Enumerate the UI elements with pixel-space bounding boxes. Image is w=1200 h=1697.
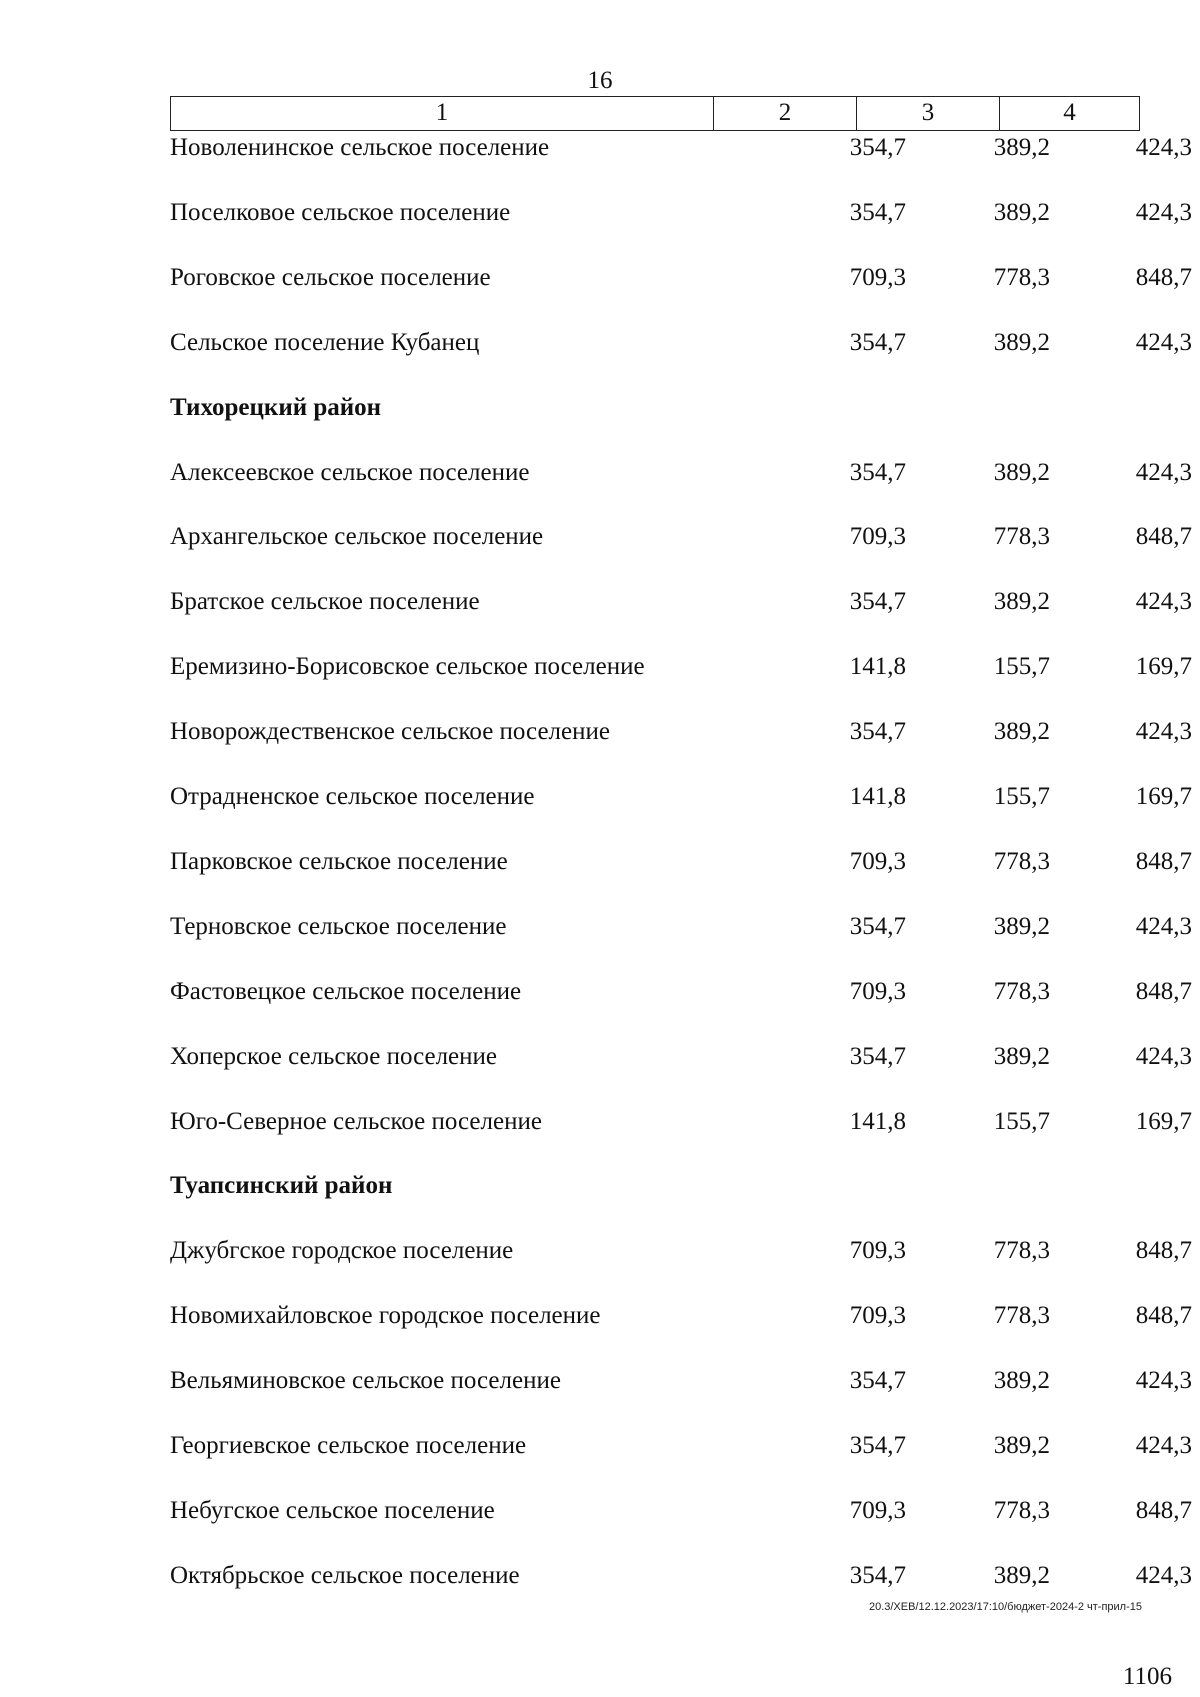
table-row <box>170 907 1192 947</box>
value-col-2: 709,3 <box>849 523 906 551</box>
header-col-1: 1 <box>171 97 714 130</box>
settlement-name: Новорождественское сельское поселение <box>170 718 610 746</box>
district-name: Тихорецкий район <box>170 393 382 421</box>
settlement-name: Хоперское сельское поселение <box>170 1042 498 1070</box>
header-col-2: 2 <box>714 97 857 130</box>
value-col-4: 424,3 <box>1135 458 1192 486</box>
value-col-2: 141,8 <box>849 783 906 810</box>
value-col-4: 424,3 <box>1135 912 1192 940</box>
value-col-3: 389,2 <box>993 198 1050 226</box>
value-col-2: 709,3 <box>849 977 906 1005</box>
value-col-2: 354,7 <box>849 328 906 356</box>
value-col-4: 169,7 <box>1135 783 1192 810</box>
table-row <box>170 323 1192 363</box>
value-col-2: 709,3 <box>849 1302 906 1330</box>
value-col-2: 354,7 <box>849 912 906 940</box>
settlement-name: Алексеевское сельское поселение <box>170 458 530 486</box>
value-col-3: 389,2 <box>993 134 1050 161</box>
value-col-4: 424,3 <box>1135 134 1192 161</box>
value-col-4: 848,7 <box>1135 263 1192 291</box>
value-col-3: 778,3 <box>993 263 1050 291</box>
settlement-name: Парковское сельское поселение <box>170 847 508 875</box>
value-col-3: 389,2 <box>993 588 1050 616</box>
page-number-bottom: 1106 <box>1122 1663 1172 1690</box>
value-col-4: 424,3 <box>1135 198 1192 226</box>
value-col-2: 709,3 <box>849 1496 906 1524</box>
value-col-4: 424,3 <box>1135 1042 1192 1070</box>
value-col-4: 848,7 <box>1135 977 1192 1005</box>
district-name: Туапсинский район <box>170 1172 393 1200</box>
value-col-3: 155,7 <box>993 783 1050 810</box>
settlement-name: Георгиевское сельское поселение <box>170 1432 527 1459</box>
settlement-name: Еремизино-Борисовское сельское поселение <box>170 653 645 681</box>
value-col-2: 354,7 <box>849 718 906 746</box>
table-row <box>170 842 1192 882</box>
value-col-4: 424,3 <box>1135 1561 1192 1589</box>
settlement-name: Октябрьское сельское поселение <box>170 1561 520 1589</box>
value-col-4: 424,3 <box>1135 718 1192 746</box>
value-col-3: 778,3 <box>993 977 1050 1005</box>
table-row <box>170 712 1192 752</box>
value-col-2: 709,3 <box>849 847 906 875</box>
table-row <box>170 1102 1192 1142</box>
value-col-4: 424,3 <box>1135 328 1192 356</box>
value-col-4: 848,7 <box>1135 1302 1192 1330</box>
table-row <box>170 972 1192 1012</box>
value-col-3: 389,2 <box>993 328 1050 356</box>
value-col-3: 778,3 <box>993 847 1050 875</box>
value-col-3: 389,2 <box>993 1561 1050 1589</box>
value-col-4: 424,3 <box>1135 1432 1192 1459</box>
value-col-4: 848,7 <box>1135 1496 1192 1524</box>
table-row <box>170 1556 1192 1596</box>
table-row <box>170 258 1192 298</box>
table-row <box>170 517 1192 557</box>
settlement-name: Отрадненское сельское поселение <box>170 783 535 810</box>
settlement-name: Новомихайловское городское поселение <box>170 1302 601 1330</box>
table-row <box>170 1491 1192 1531</box>
value-col-4: 424,3 <box>1135 588 1192 616</box>
value-col-2: 354,7 <box>849 1561 906 1589</box>
settlement-name: Вельяминовское сельское поселение <box>170 1367 561 1395</box>
page-number-top: 16 <box>587 67 613 94</box>
settlement-name: Сельское поселение Кубанец <box>170 328 480 356</box>
value-col-2: 354,7 <box>849 1042 906 1070</box>
header-col-4: 4 <box>1063 99 1076 126</box>
value-col-3: 389,2 <box>993 718 1050 746</box>
value-col-2: 354,7 <box>849 1432 906 1459</box>
value-col-3: 389,2 <box>993 1367 1050 1395</box>
value-col-3: 389,2 <box>993 1432 1050 1459</box>
value-col-4: 848,7 <box>1135 523 1192 551</box>
table-row <box>170 1037 1192 1077</box>
value-col-2: 354,7 <box>849 198 906 226</box>
table-row <box>170 1296 1192 1336</box>
settlement-name: Небугское сельское поселение <box>170 1496 495 1524</box>
settlement-name: Архангельское сельское поселение <box>170 523 544 551</box>
settlement-name: Фастовецкое сельское поселение <box>170 977 522 1005</box>
footer-code: 20.3/ХЕВ/12.12.2023/17:10/бюджет-2024-2 чт-прил-15 <box>868 1601 1142 1613</box>
value-col-3: 155,7 <box>993 653 1050 681</box>
value-col-4: 169,7 <box>1135 653 1192 681</box>
value-col-3: 778,3 <box>993 1302 1050 1330</box>
table-row <box>170 128 1192 168</box>
value-col-2: 141,8 <box>849 1107 906 1135</box>
district-heading-row <box>170 388 1140 428</box>
value-col-3: 389,2 <box>993 458 1050 486</box>
value-col-2: 354,7 <box>849 458 906 486</box>
value-col-3: 778,3 <box>993 1496 1050 1524</box>
value-col-4: 848,7 <box>1135 1237 1192 1265</box>
value-col-4: 169,7 <box>1135 1107 1192 1135</box>
value-col-4: 424,3 <box>1135 1367 1192 1395</box>
value-col-3: 778,3 <box>993 523 1050 551</box>
value-col-2: 354,7 <box>849 134 906 161</box>
district-heading-row <box>170 1166 1140 1206</box>
table-row <box>170 1231 1192 1271</box>
settlement-name: Юго-Северное сельское поселение <box>170 1107 542 1135</box>
table-row <box>170 1361 1192 1401</box>
value-col-2: 141,8 <box>849 653 906 681</box>
value-col-3: 389,2 <box>993 912 1050 940</box>
settlement-name: Терновское сельское поселение <box>170 912 507 940</box>
table-row <box>170 1426 1192 1466</box>
value-col-3: 389,2 <box>993 1042 1050 1070</box>
settlement-name: Новоленинское сельское поселение <box>170 134 550 161</box>
value-col-2: 709,3 <box>849 263 906 291</box>
value-col-2: 709,3 <box>849 1237 906 1265</box>
settlement-name: Поселковое сельское поселение <box>170 198 511 226</box>
value-col-4: 848,7 <box>1135 847 1192 875</box>
value-col-3: 155,7 <box>993 1107 1050 1135</box>
table-row <box>170 453 1192 493</box>
table-row <box>170 777 1192 817</box>
settlement-name: Роговское сельское поселение <box>170 263 491 291</box>
value-col-3: 778,3 <box>993 1237 1050 1265</box>
settlement-name: Джубгское городское поселение <box>170 1237 514 1265</box>
table-row <box>170 647 1192 687</box>
table-row <box>170 193 1192 233</box>
value-col-2: 354,7 <box>849 588 906 616</box>
header-col-3: 3 <box>857 97 1000 130</box>
settlement-name: Братское сельское поселение <box>170 588 480 616</box>
table-row <box>170 582 1192 622</box>
value-col-2: 354,7 <box>849 1367 906 1395</box>
